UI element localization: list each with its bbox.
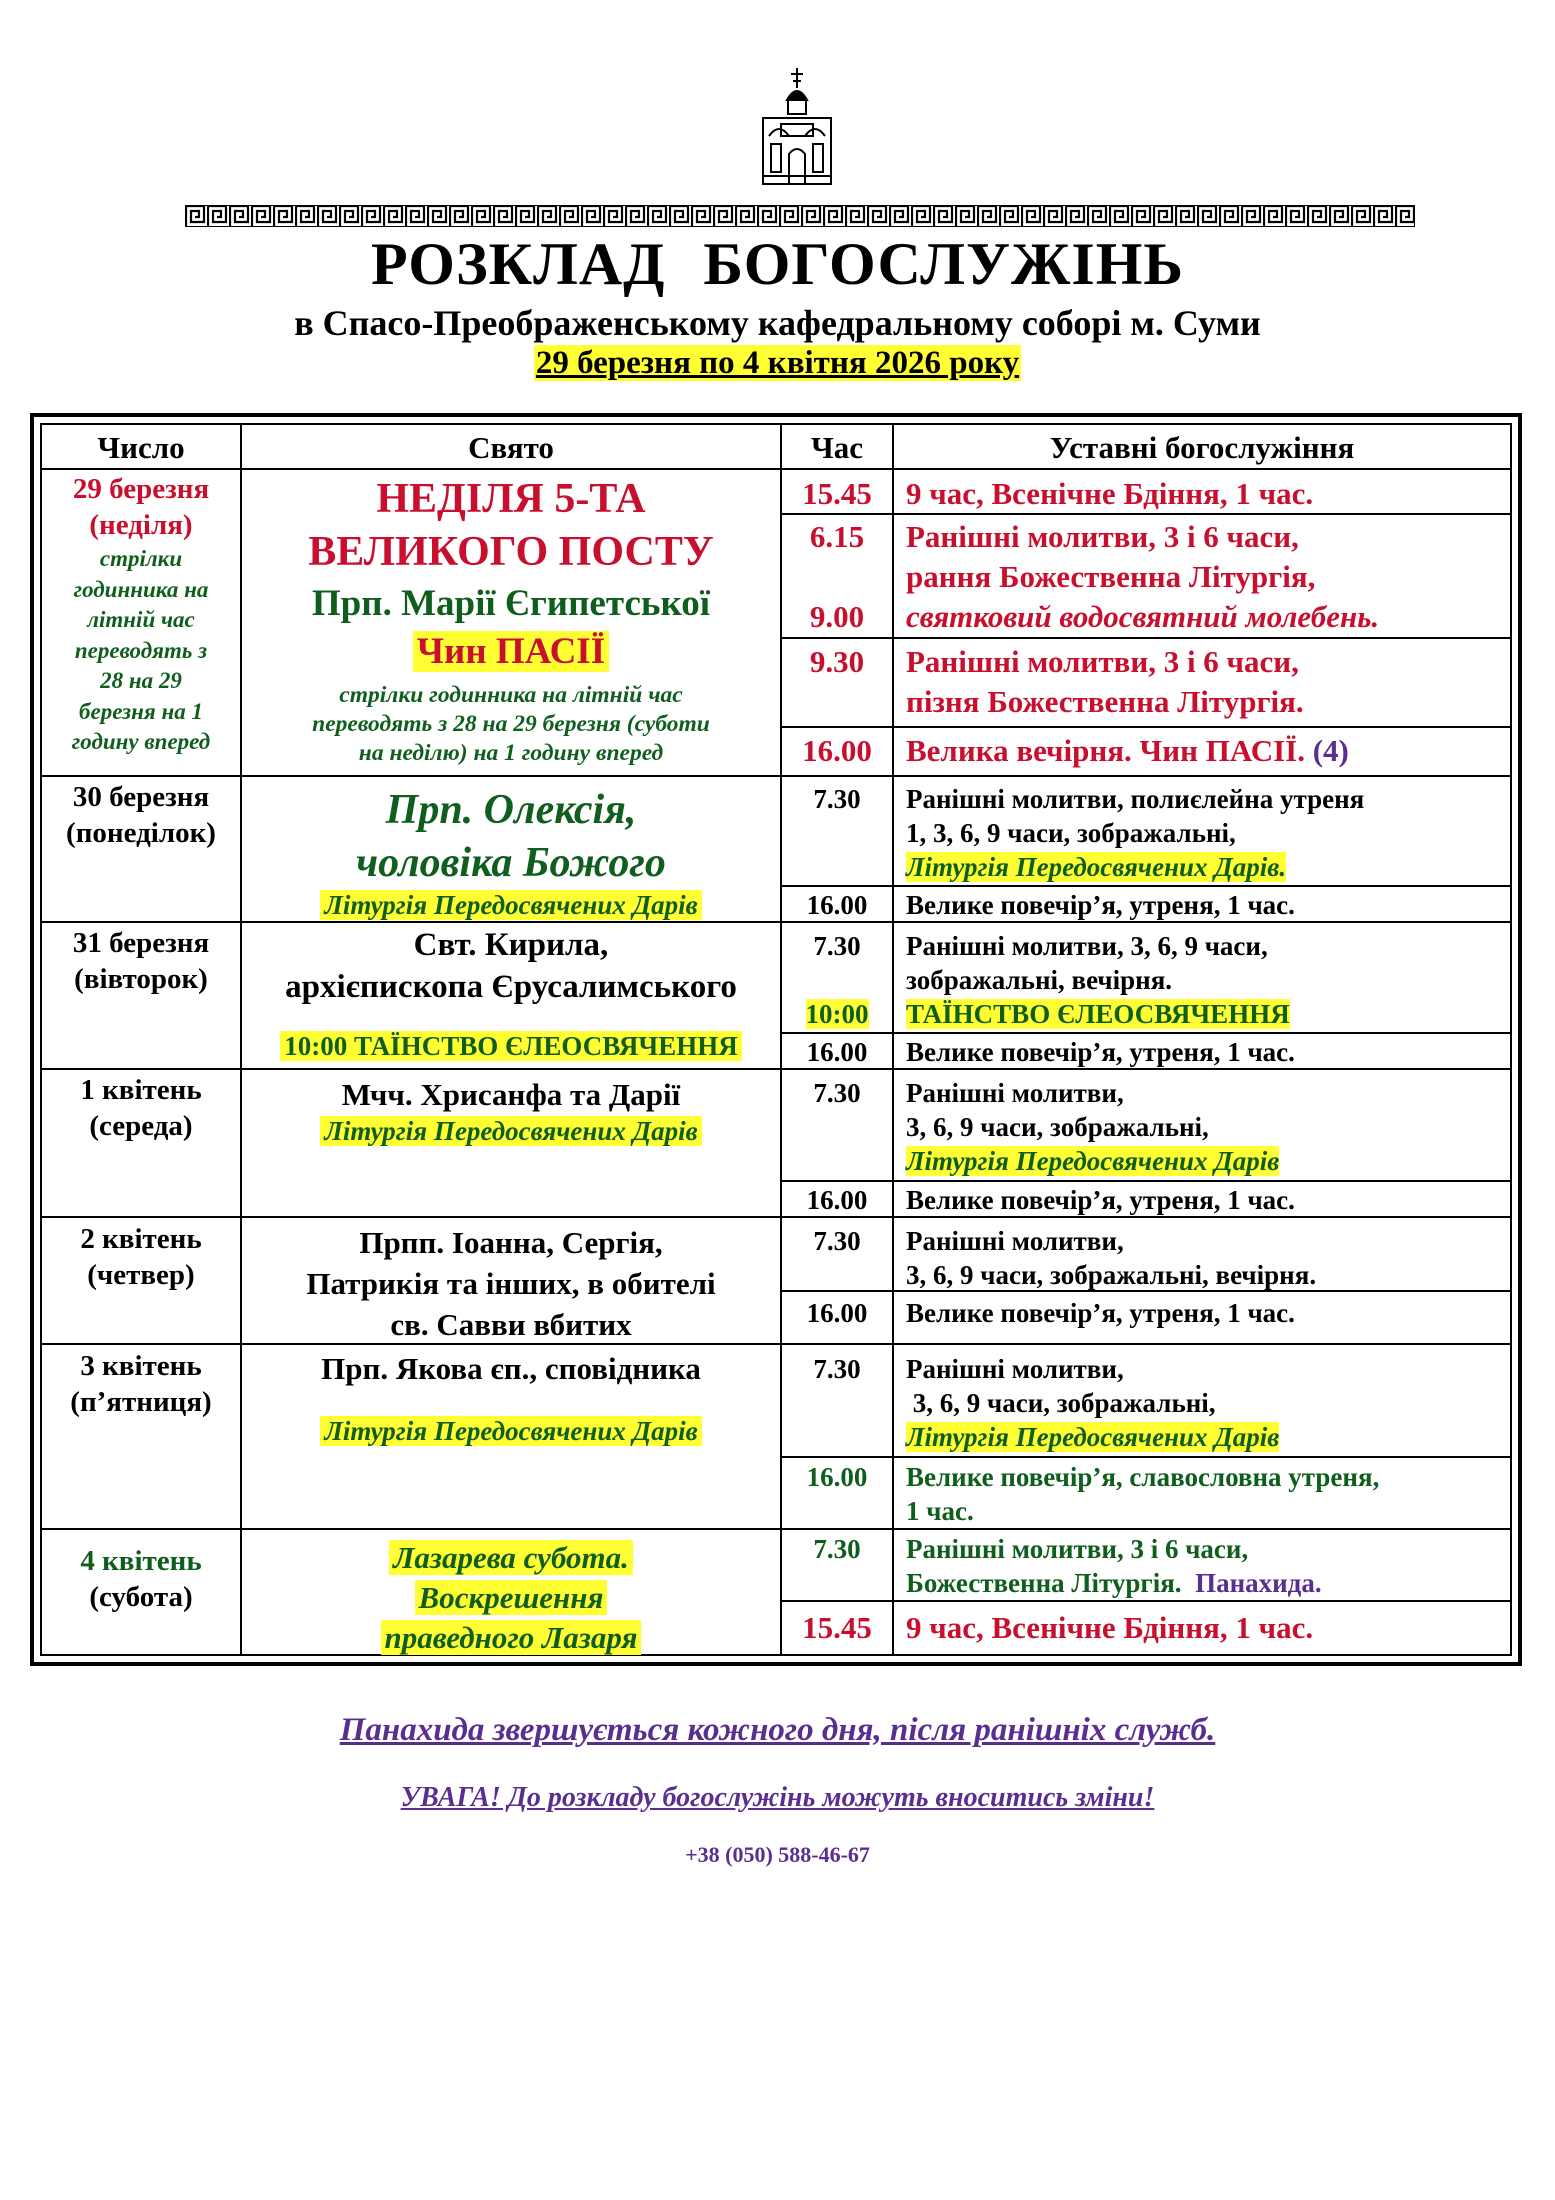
sacrament-time: 10:00 <box>805 999 869 1029</box>
changes-warning: УВАГА! До розкладу богослужінь можуть вноситись зміни! <box>400 1782 1155 1813</box>
day-date: 4 квітень <box>80 1545 202 1577</box>
service-text <box>906 1144 1279 1178</box>
service-time: 16.00 <box>806 890 868 920</box>
page-subtitle: в Спасо-Преображенському кафедральному соборі м. Суми <box>294 303 1261 343</box>
service-text <box>906 850 1286 884</box>
column-header-feast: Свято <box>468 430 554 465</box>
date-range-text: 29 березня по 4 квітня 2026 року <box>535 345 1020 381</box>
day-date: 30 березня <box>72 781 210 813</box>
note-line: переводять з 28 на 29 березня (суботи <box>312 711 710 737</box>
feast-saint: Прп. Марії Єгипетської <box>311 583 711 624</box>
sub-row-divider <box>780 1032 1511 1034</box>
service-text: пізня Божественна Літургія. <box>906 684 1304 719</box>
service-text: Велике повечір’я, славословна утреня, <box>906 1462 1380 1492</box>
service-text-main: Велика вечірня. Чин ПАСІЇ. <box>906 733 1305 768</box>
liturgy-note <box>242 1414 780 1448</box>
service-text: 9 час, Всенічне Бдіння, 1 час. <box>906 476 1314 511</box>
service-text-extra: (4) <box>1312 733 1349 768</box>
liturgy-note <box>242 888 780 922</box>
service-text-main: Божественна Літургія. <box>906 1568 1182 1598</box>
day-weekday: (неділя) <box>89 509 193 541</box>
day-weekday: (п’ятниця) <box>70 1386 212 1418</box>
note-line: переводять з <box>74 637 208 663</box>
liturgy-presanctified: Літургія Передосвячених Дарів <box>320 1416 701 1446</box>
service-text: святковий водосвятний молебень. <box>906 599 1380 634</box>
note-line: стрілки годинника на літній час <box>339 682 683 708</box>
service-text: 3, 6, 9 часи, зображальні, <box>906 1388 1216 1418</box>
service-time: 6.15 <box>809 519 865 554</box>
day-date: 29 березня <box>72 473 210 505</box>
service-text: Велике повечір’я, утреня, 1 час. <box>906 1298 1295 1328</box>
feast-title: Прпп. Іоанна, Сергія, <box>359 1225 663 1260</box>
row-divider <box>41 775 1511 777</box>
feast-title <box>242 1618 780 1657</box>
feast-title: архієпископа Єрусалимського <box>285 969 737 1005</box>
service-time: 7.30 <box>813 931 861 961</box>
service-text: зображальні, вечірня. <box>906 965 1173 995</box>
feast-title: НЕДІЛЯ 5-ТА <box>376 476 646 522</box>
service-time: 7.30 <box>813 1354 861 1384</box>
row-divider <box>41 1528 1511 1530</box>
feast-title <box>242 1538 780 1577</box>
feast-righteous-lazarus: праведного Лазаря <box>381 1620 642 1655</box>
feast-resurrection: Воскрешення <box>415 1580 608 1615</box>
feast-title: чоловіка Божого <box>356 840 666 886</box>
column-header-time: Час <box>810 430 863 465</box>
feast-title: Патрикія та інших, в обителі <box>306 1266 716 1301</box>
header-divider <box>41 468 1511 470</box>
service-text-extra: Панахида. <box>1195 1568 1322 1598</box>
clock-change-note <box>42 544 240 758</box>
service-time: 16.00 <box>802 733 872 768</box>
service-text: Ранішні молитви, 3 і 6 часи, <box>906 1534 1249 1564</box>
sub-row-divider <box>780 885 1511 887</box>
sub-row-divider <box>780 1456 1511 1458</box>
day-weekday: (четвер) <box>87 1259 195 1291</box>
sub-row-divider <box>780 637 1511 639</box>
feast-title <box>242 1578 780 1617</box>
service-text: Ранішні молитви, <box>906 1226 1124 1256</box>
service-text: Ранішні молитви, полиєлейна утреня <box>906 784 1365 814</box>
sacrament-unction: ТАЇНСТВО ЄЛЕОСВЯЧЕННЯ <box>906 999 1290 1029</box>
feast-title: Прп. Якова єп., сповідника <box>321 1351 701 1386</box>
sub-row-divider <box>780 513 1511 515</box>
feast-lazarus-saturday: Лазарева субота. <box>389 1540 633 1575</box>
sub-row-divider <box>780 726 1511 728</box>
service-text: Велике повечір’я, утреня, 1 час. <box>906 1037 1295 1067</box>
memorial-note: Панахида звершується кожного дня, після ранішніх служб. <box>339 1712 1216 1748</box>
service-text <box>906 1566 1322 1600</box>
feast-title: Прп. Олексія, <box>385 787 637 833</box>
note-line: літній час <box>87 607 195 632</box>
liturgy-presanctified: Літургія Передосвячених Дарів <box>906 1146 1280 1176</box>
service-text: 1, 3, 6, 9 часи, зображальні, <box>906 818 1236 848</box>
day-date: 2 квітень <box>80 1223 202 1255</box>
service-time: 7.30 <box>813 1078 861 1108</box>
service-time: 9.30 <box>809 644 865 679</box>
service-text: Ранішні молитви, 3, 6, 9 часи, <box>906 931 1268 961</box>
service-time: 16.00 <box>806 1298 868 1328</box>
liturgy-presanctified: Літургія Передосвячених Дарів <box>906 1422 1280 1452</box>
service-text <box>906 731 1349 770</box>
day-date: 3 квітень <box>80 1350 202 1382</box>
meander-border <box>185 205 1415 227</box>
service-text <box>906 997 1290 1031</box>
cathedral-logo <box>757 66 837 190</box>
day-weekday: (субота) <box>89 1581 193 1613</box>
sub-row-divider <box>780 1600 1511 1602</box>
col-divider-3 <box>892 424 894 1656</box>
note-line: 28 на 29 <box>100 668 182 693</box>
feast-title: св. Савви вбитих <box>390 1307 632 1342</box>
service-time: 15.45 <box>802 1610 872 1645</box>
service-text: рання Божественна Літургія, <box>906 559 1316 594</box>
service-text: Велике повечір’я, утреня, 1 час. <box>906 890 1295 920</box>
feast-title: ВЕЛИКОГО ПОСТУ <box>308 529 714 575</box>
service-text: Ранішні молитви, <box>906 1354 1124 1384</box>
contact-phone: +38 (050) 588-46-67 <box>685 1842 870 1867</box>
liturgy-presanctified: Літургія Передосвячених Дарів <box>320 1116 701 1146</box>
service-text: 3, 6, 9 часи, зображальні, <box>906 1112 1209 1142</box>
service-text: Ранішні молитви, 3 і 6 часи, <box>906 644 1299 679</box>
day-date: 31 березня <box>72 927 210 959</box>
service-text <box>906 1420 1279 1454</box>
liturgy-note <box>242 1114 780 1148</box>
sacrament-note <box>242 1029 780 1063</box>
service-text: Ранішні молитви, <box>906 1078 1124 1108</box>
sub-row-divider <box>780 1180 1511 1182</box>
service-text: 9 час, Всенічне Бдіння, 1 час. <box>906 1610 1314 1645</box>
note-line: березня на 1 <box>79 698 203 724</box>
feast-chin <box>242 630 780 673</box>
service-time: 16.00 <box>806 1185 868 1215</box>
service-time: 9.00 <box>809 599 865 634</box>
note-line: на неділю) на 1 годину вперед <box>358 740 664 766</box>
note-line: годину вперед <box>71 729 211 754</box>
service-time <box>782 997 892 1031</box>
service-text: Ранішні молитви, 3 і 6 часи, <box>906 519 1299 554</box>
feast-title: Мчч. Хрисанфа та Дарії <box>341 1077 681 1112</box>
liturgy-presanctified: Літургія Передосвячених Дарів. <box>906 852 1287 882</box>
service-time: 16.00 <box>806 1462 868 1492</box>
service-time: 7.30 <box>813 1534 861 1564</box>
service-time: 7.30 <box>813 1226 861 1256</box>
note-line: годинника на <box>73 576 209 602</box>
date-range <box>0 346 1555 381</box>
service-text: Велике повечір’я, утреня, 1 час. <box>906 1185 1295 1215</box>
column-header-services: Уставні богослужіння <box>1049 430 1355 465</box>
liturgy-presanctified: Літургія Передосвячених Дарів <box>320 890 701 920</box>
day-weekday: (понеділок) <box>66 817 216 849</box>
feast-clock-note <box>242 681 780 768</box>
day-date: 1 квітень <box>80 1074 202 1106</box>
column-header-date: Число <box>97 430 185 465</box>
note-line: стрілки <box>99 546 183 571</box>
service-time: 16.00 <box>806 1037 868 1067</box>
chin-passii: Чин ПАСІЇ <box>413 631 609 672</box>
day-weekday: (вівторок) <box>74 963 208 995</box>
page-title: РОЗКЛАД БОГОСЛУЖІНЬ <box>370 231 1185 297</box>
service-time: 7.30 <box>813 784 861 814</box>
service-text: 1 час. <box>906 1496 974 1526</box>
service-time: 15.45 <box>802 476 872 511</box>
sacrament-unction: 10:00 ТАЇНСТВО ЄЛЕОСВЯЧЕННЯ <box>280 1031 741 1061</box>
feast-title: Свт. Кирила, <box>413 927 609 963</box>
service-text: 3, 6, 9 часи, зображальні, вечірня. <box>906 1260 1317 1290</box>
day-weekday: (середа) <box>89 1110 193 1142</box>
